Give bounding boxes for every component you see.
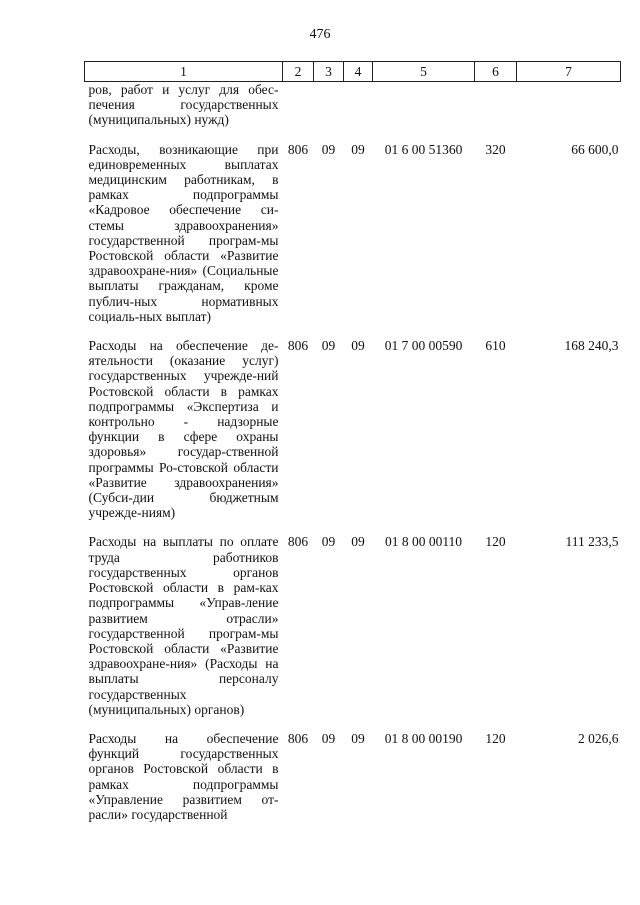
row-section: 09	[321, 338, 336, 354]
table-row	[85, 338, 621, 534]
row-subsection: 09	[351, 141, 365, 157]
header-col-7: 7	[517, 62, 621, 82]
row-ministry: 806	[287, 141, 309, 157]
header-col-5: 5	[373, 62, 475, 82]
row-section: 09	[321, 730, 336, 746]
row-section: 09	[321, 534, 336, 550]
header-col-2: 2	[283, 62, 314, 82]
continuation-text: ров, работ и услуг для обес-печения государственных (муниципальных) нужд)	[88, 82, 279, 128]
row-expense-type: 320	[485, 141, 506, 157]
row-target-article: 01 6 00 51360	[384, 141, 463, 157]
row-amount: 111 233,5	[565, 534, 619, 550]
row-expense-type: 120	[485, 730, 506, 746]
row-expense-type: 610	[485, 338, 506, 354]
row-description: Расходы, возникающие при единовременных выплатах медицинским работникам, в рамках подпрограммы «Кадровое обеспечение си-стемы здравоохранения» государственной програм-мы Ростовской области «Развитие здравоохране-ния» (Социальные выплаты гражданам, кроме публич-ных нормативных социаль-ных выплат)	[88, 141, 279, 324]
page-number: 476	[309, 27, 331, 42]
header-col-1: 1	[85, 62, 283, 82]
row-description: Расходы на обеспечение функций государственных органов Ростовской области в рамках подпрограммы «Управление развитием от-расли» государственной	[88, 730, 279, 822]
budget-table	[84, 61, 621, 836]
row-target-article: 01 7 00 00590	[384, 338, 463, 354]
header-row	[85, 62, 621, 82]
table-header	[85, 62, 621, 82]
row-ministry: 806	[287, 534, 309, 550]
row-amount: 66 600,0	[571, 141, 619, 157]
header-col-3: 3	[314, 62, 344, 82]
table-row	[85, 142, 621, 338]
header-col-6: 6	[475, 62, 517, 82]
row-ministry: 806	[287, 338, 309, 354]
table-row	[85, 731, 621, 836]
row-target-article: 01 8 00 00190	[384, 730, 463, 746]
row-target-article: 01 8 00 00110	[384, 534, 463, 550]
row-description: Расходы на обеспечение де-ятельности (оказание услуг) государственных учрежде-ний Ростовской области в рамках подпрограммы «Экспертиза и контрольно - надзорные функции в сфере охраны здоровья» государ-ственной программы Ро-стовской области «Развитие здравоохранения» (Субси-дии бюджетным учрежде-ниям)	[88, 338, 279, 521]
continuation-row	[85, 82, 621, 142]
header-col-4: 4	[344, 62, 373, 82]
row-subsection: 09	[351, 534, 365, 550]
row-amount: 2 026,6	[578, 730, 619, 746]
row-expense-type: 120	[485, 534, 506, 550]
row-section: 09	[321, 141, 336, 157]
row-amount: 168 240,3	[564, 338, 619, 354]
table-row	[85, 534, 621, 730]
row-ministry: 806	[287, 730, 309, 746]
row-description: Расходы на выплаты по оплате труда работников государственных органов Ростовской области в рам-ках подпрограммы «Управ-ление развитием отрасли» государственной програм-мы Ростовской области «Развитие здравоохране-ния» (Расходы на выплаты персоналу государственных (муниципальных) органов)	[88, 534, 279, 717]
row-subsection: 09	[351, 730, 365, 746]
row-subsection: 09	[351, 338, 365, 354]
